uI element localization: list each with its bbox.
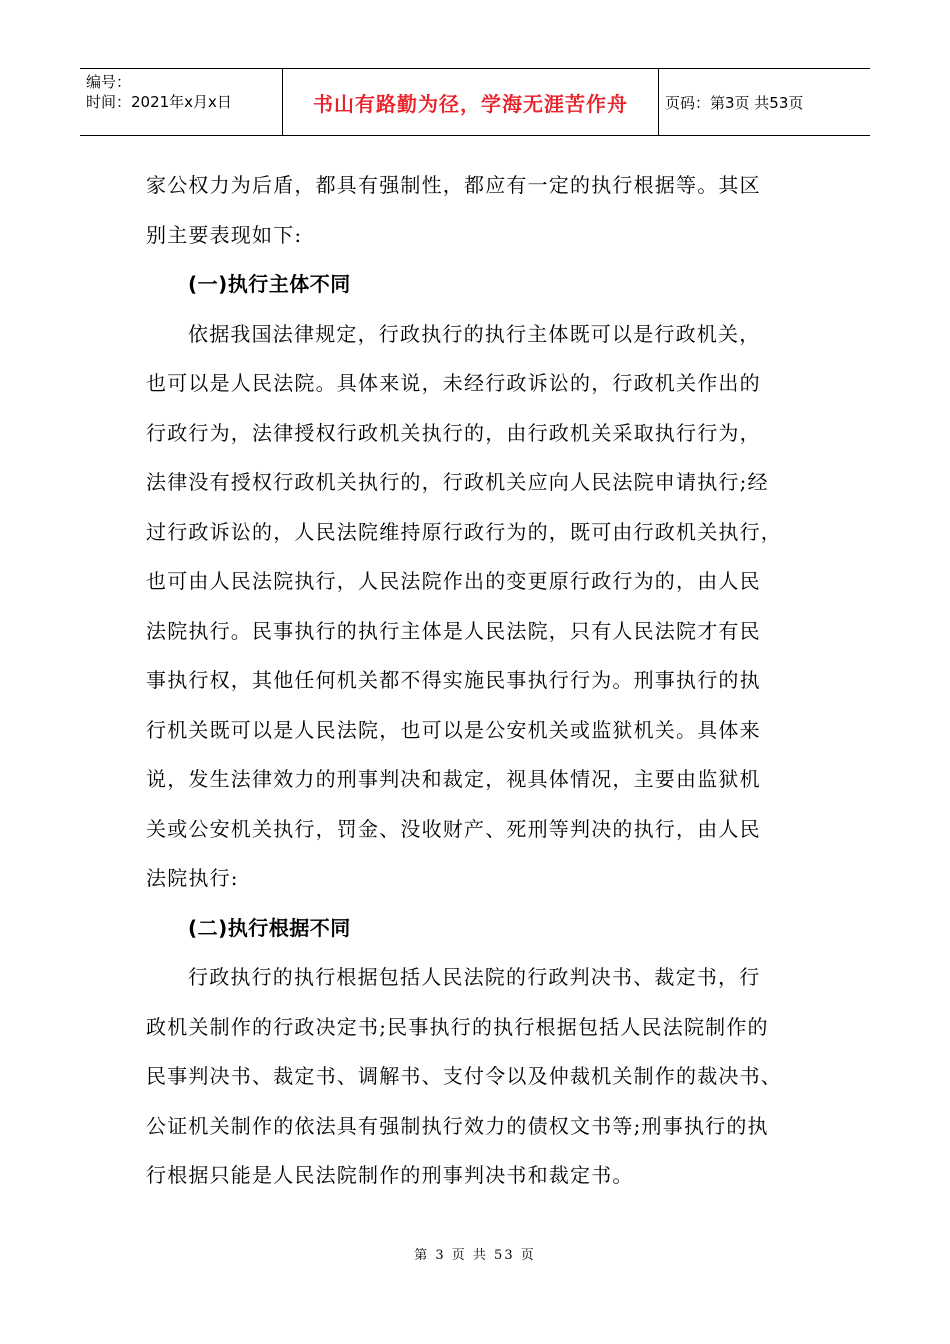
body-line: 行政执行的执行根据包括人民法院的行政判决书、裁定书，行 bbox=[188, 965, 761, 989]
header-motto-cell bbox=[283, 69, 659, 135]
body-line: 依据我国法律规定，行政执行的执行主体既可以是行政机关， bbox=[188, 321, 761, 346]
header-motto: 书山有路勤为径，学海无涯苦作舟 bbox=[313, 91, 628, 116]
body-line: 关或公安机关执行，罚金、没收财产、死刑等判决的执行，由人民 bbox=[146, 816, 761, 841]
document-header bbox=[80, 68, 870, 136]
body-line: 法院执行: bbox=[146, 866, 239, 890]
footer-page-number: 第 3 页 共 53 页 bbox=[414, 1248, 536, 1263]
body-line: 行政行为，法律授权行政机关执行的，由行政机关采取执行行为， bbox=[146, 420, 761, 445]
body-line: 说，发生法律效力的刑事判决和裁定，视具体情况，主要由监狱机 bbox=[146, 767, 761, 791]
document-body bbox=[146, 165, 806, 1205]
body-line: 行机关既可以是人民法院，也可以是公安机关或监狱机关。具体来 bbox=[146, 717, 761, 742]
body-line: 也可由人民法院执行，人民法院作出的变更原行政行为的，由人民 bbox=[146, 569, 761, 593]
body-line: 别主要表现如下: bbox=[146, 222, 303, 247]
body-line: 也可以是人民法院。具体来说，未经行政诉讼的，行政机关作出的 bbox=[146, 371, 761, 395]
document-number-label: 编号： bbox=[86, 73, 132, 91]
document-date-label: 时间：2021年x月x日 bbox=[86, 93, 232, 111]
body-line: 民事判决书、裁定书、调解书、支付令以及仲裁机关制作的裁决书、 bbox=[146, 1064, 782, 1088]
body-line: 过行政诉讼的，人民法院维持原行政行为的，既可由行政机关执行， bbox=[146, 519, 782, 544]
body-line: 政机关制作的行政决定书;民事执行的执行根据包括人民法院制作的 bbox=[146, 1014, 769, 1039]
body-line: 公证机关制作的依法具有强制执行效力的债权文书等;刑事执行的执 bbox=[146, 1113, 769, 1138]
section-heading-executing-basis: (二)执行根据不同 bbox=[188, 915, 351, 940]
body-line: 法律没有授权行政机关执行的，行政机关应向人民法院申请执行;经 bbox=[146, 470, 769, 494]
body-line: 法院执行。民事执行的执行主体是人民法院，只有人民法院才有民 bbox=[146, 618, 761, 643]
body-line: 事执行权，其他任何机关都不得实施民事执行行为。刑事执行的执 bbox=[146, 668, 761, 692]
header-meta-cell bbox=[80, 69, 283, 135]
page-footer bbox=[0, 1244, 950, 1263]
header-page-cell bbox=[659, 69, 870, 135]
section-heading-executing-subject: (一)执行主体不同 bbox=[188, 272, 351, 296]
body-line: 行根据只能是人民法院制作的刑事判决书和裁定书。 bbox=[146, 1163, 634, 1187]
body-line: 家公权力为后盾，都具有强制性，都应有一定的执行根据等。其区 bbox=[146, 173, 761, 197]
header-page-code: 页码：第3页 共53页 bbox=[665, 93, 804, 112]
